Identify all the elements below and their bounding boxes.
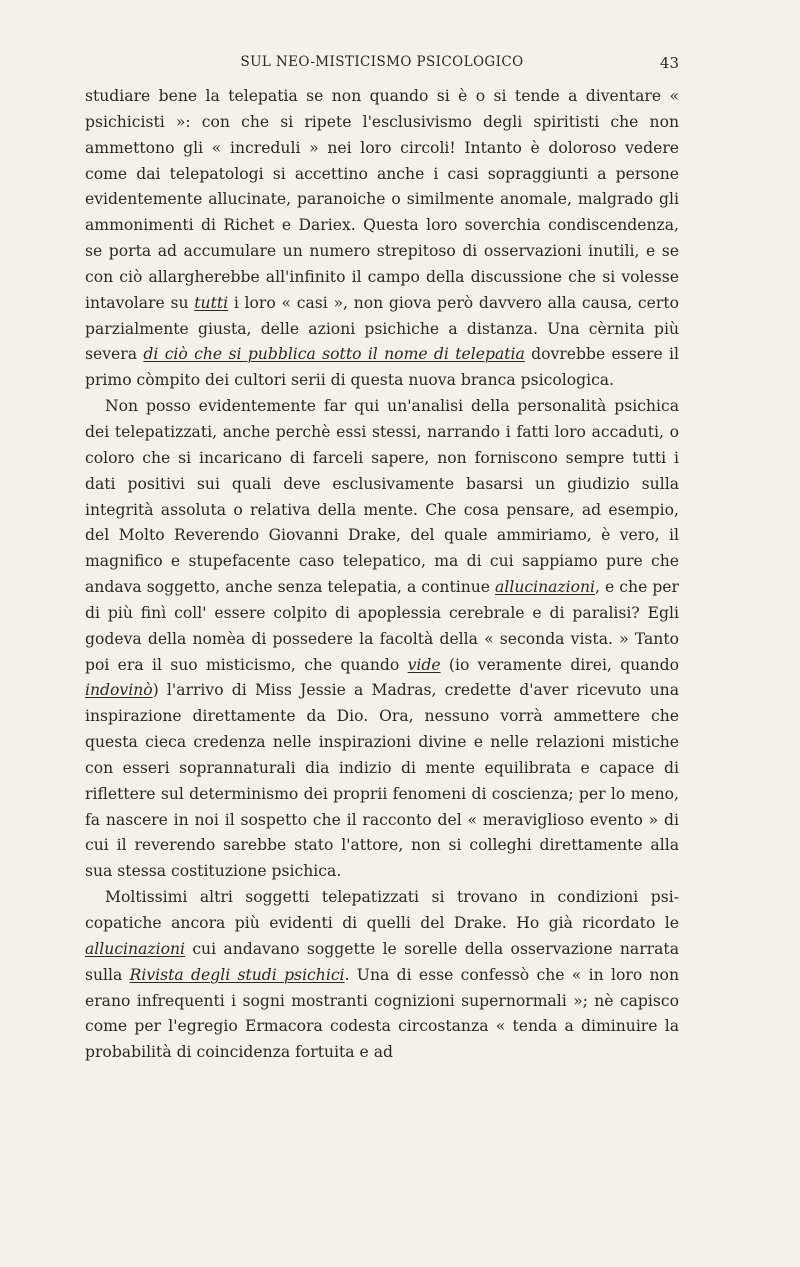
paragraph: studiare bene la telepatia se non quando si è o si tende a diventare « psichicisti »: con che si ripete l'esclusivismo degli spiritisti che non ammettono gli « increduli » nei loro circoli! Intanto è doloroso vedere come dai telepatologi si accettino anche i casi sopraggiunti a persone evidentemente allucinate, paranoiche o similmente anomale, malgrado gli ammonimenti di Richet e Dariex. Questa loro soverchia condiscendenza, se porta ad accumulare un numero strepitoso di osservazioni inutili, e se con ciò allargherebbe all'infinito il campo della discussione che si volesse intavolare su tutti i loro « casi », non giova però davvero alla causa, certo parzialmente giusta, delle azioni psichiche a distanza. Una cèrnita più severa di ciò che si pubblica sotto il nome di telepatia dovrebbe essere il primo còmpito dei cultori serii di questa nuova branca psicologica.	[85, 87, 680, 390]
emphasized-text: tutti	[194, 293, 229, 312]
body-text	[85, 84, 679, 1066]
paragraph: Non posso evidentemente far qui un'analisi della personalità psichica dei telepatizzati, anche perchè essi stessi, narrando i fatti loro accaduti, o coloro che si incaricano di farceli sapere, non forniscono sempre tutti i dati positivi sui quali deve esclusivamente basarsi un giudizio sulla integrità assoluta o relativa della mente. Che cosa pensare, ad esempio, del Molto Reverendo Giovanni Drake, del quale ammiriamo, è vero, il magnifico e stupefacente caso telepatico, ma di cui sappiamo pure che andava soggetto, anche senza telepatia, a continue allucinazioni, e che per di più finì coll' essere colpito di apoplessia cerebrale e di paralisi? Egli godeva della nomèa di possedere la facoltà della « seconda vista. » Tanto poi era il suo misticismo, che quando vide (io veramente direi, quando indovinò) l'arrivo di Miss Jessie a Madras, credette d'aver ricevuto una inspirazione direttamente da Dio. Ora, nessuno vorrà ammettere che questa cieca credenza nelle inspirazioni divine e nelle relazioni mistiche con esseri soprannaturali dia indizio di mente equilibrata e capace di riflettere sul determinismo dei proprii fenomeni di coscienza; per lo meno, fa nascere in noi il sospetto che il racconto del « meraviglioso evento » di cui il reverendo sarebbe stato l'attore, non si colleghi direttamente alla sua stessa costituzione psichica.	[85, 397, 679, 881]
page-number: 43	[659, 54, 679, 72]
emphasized-text: allucinazioni	[85, 939, 185, 958]
paragraph: Moltissimi altri soggetti telepatizzati si trovano in condizioni psicopatiche ancora più evidenti di quelli del Drake. Ho già ricordato le allucinazioni cui andavano soggette le sorelle della osservazione narrata sulla Rivista degli studi psichici. Una di esse confessò che « in loro non erano infrequenti i sogni mostranti cognizioni supernormali »; nè capisco come per l'egregio Ermacora codesta circostanza « tenda a diminuire la probabilità di coincidenza fortuita e ad	[85, 888, 679, 1062]
emphasized-text: vide	[407, 655, 441, 674]
emphasized-text: Rivista degli studi psichici	[129, 965, 345, 984]
running-title: SUL NEO-MISTICISMO PSICOLOGICO	[240, 54, 524, 70]
emphasized-text: indovinò	[85, 681, 153, 700]
emphasized-text: allucinazioni	[495, 578, 596, 597]
emphasized-text: di ciò che si pubblica sotto il nome di telepatia	[143, 345, 525, 364]
running-head	[85, 54, 679, 76]
